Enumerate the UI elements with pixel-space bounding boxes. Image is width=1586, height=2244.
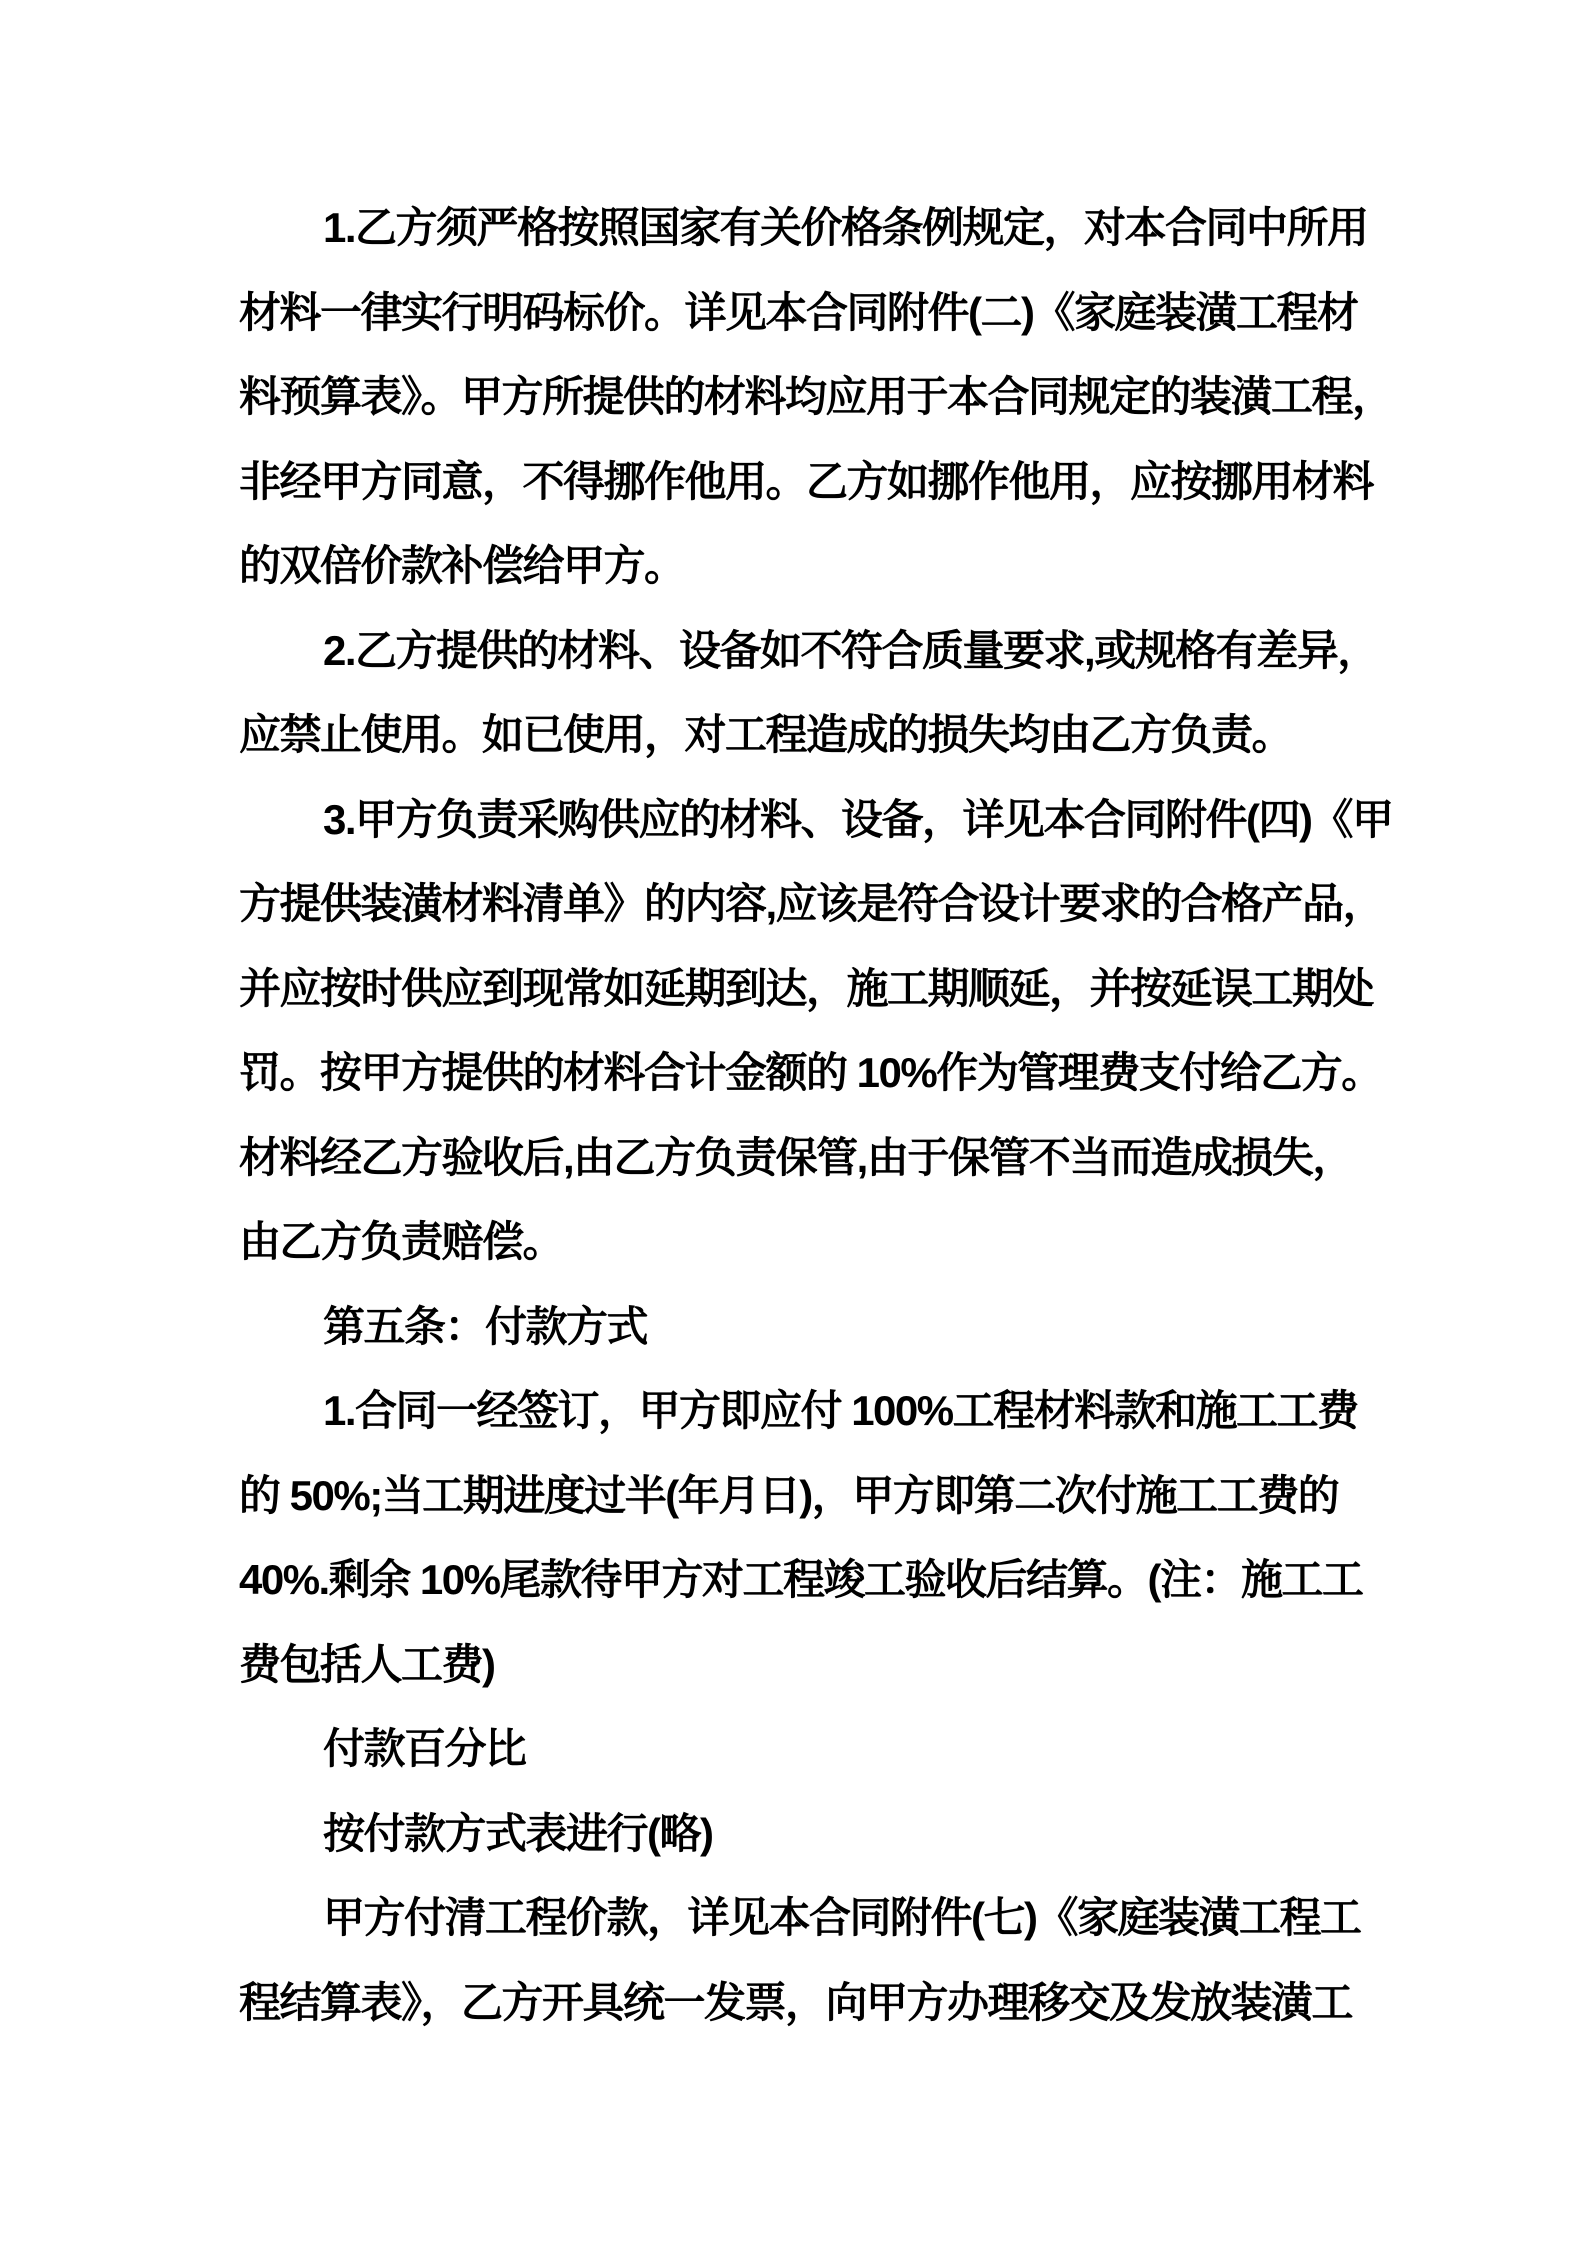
text-line: 1.合同一经签订，甲方即应付 100%工程材料款和施工工费 [323, 1387, 1358, 1434]
text-line: 罚。按甲方提供的材料合计金额的 10%作为管理费支付给乙方。 [239, 1049, 1382, 1096]
text-line: 2.乙方提供的材料、设备如不符合质量要求,或规格有差异， [323, 626, 1378, 674]
document-body [239, 186, 1439, 2045]
text-line: 应禁止使用。如已使用，对工程造成的损失均由乙方负责。 [239, 711, 1293, 758]
text-line: 费包括人工费) [239, 1640, 495, 1688]
text-line: 由乙方负责赔偿。 [239, 1218, 564, 1265]
text-line: 方提供装潢材料清单》的内容,应该是符合设计要求的合格产品， [239, 880, 1384, 927]
text-line: 1.乙方须严格按照国家有关价格条例规定，对本合同中所用 [323, 204, 1368, 251]
text-line: 材料一律实行明码标价。详见本合同附件(二)《家庭装潢工程材 [239, 288, 1358, 336]
text-line: 料预算表》。甲方所提供的材料均应用于本合同规定的装潢工程， [239, 373, 1393, 420]
text-line: 第五条：付款方式 [323, 1302, 648, 1350]
text-line: 程结算表》，乙方开具统一发票，向甲方办理移交及发放装潢工 [239, 1978, 1353, 2026]
text-line: 40%.剩余 10%尾款待甲方对工程竣工验收后结算。(注：施工工 [239, 1556, 1363, 1603]
text-line: 非经甲方同意，不得挪作他用。乙方如挪作他用，应按挪用材料 [239, 457, 1374, 505]
text-line: 材料经乙方验收后,由乙方负责保管,由于保管不当而造成损失， [239, 1133, 1353, 1181]
text-line: 按付款方式表进行(略) [323, 1809, 713, 1857]
text-line: 付款百分比 [323, 1725, 526, 1772]
text-line: 的 50%;当工期进度过半(年月日)，甲方即第二次付施工工费的 [239, 1471, 1339, 1519]
text-line: 并应按时供应到现常如延期到达，施工期顺延，并按延误工期处 [239, 964, 1374, 1012]
text-line: 的双倍价款补偿给甲方。 [239, 542, 685, 589]
text-line: 3.甲方负责采购供应的材料、设备，详见本合同附件(四)《甲 [323, 795, 1393, 843]
text-line: 甲方付清工程价款，详见本合同附件(七)《家庭装潢工程工 [323, 1894, 1361, 1941]
